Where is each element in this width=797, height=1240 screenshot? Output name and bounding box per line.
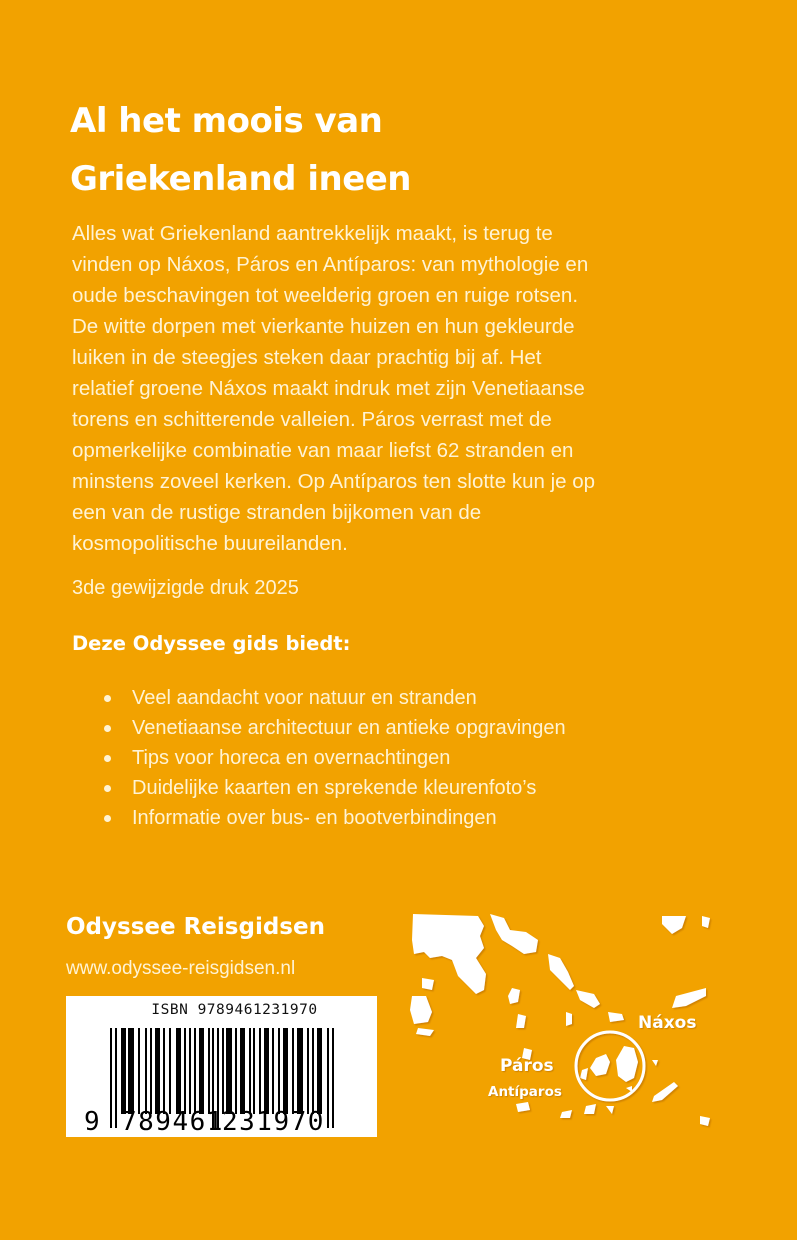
publisher-name: Odyssee Reisgidsen (66, 914, 325, 940)
map-label-paros: Páros (500, 1056, 554, 1076)
feature-label: Venetiaanse architectuur en antieke opgravingen (132, 717, 566, 739)
feature-item (100, 773, 566, 803)
description-line: vinden op Náxos, Páros en Antíparos: van mythologie en (72, 253, 589, 276)
barcode-right-digits: 231970 (222, 1107, 325, 1137)
isbn-label: ISBN 9789461231970 (151, 1002, 318, 1018)
publisher-website-link[interactable]: www.odyssee-reisgidsen.nl (66, 958, 296, 979)
bullet-icon (104, 815, 111, 822)
description-line: opmerkelijke combinatie van maar liefst 62 stranden en (72, 439, 574, 462)
description-line: De witte dorpen met vierkante huizen en hun gekleurde (72, 315, 575, 338)
title-line-2: Griekenland ineen (70, 159, 412, 199)
isbn-barcode (66, 996, 377, 1137)
barcode-left-digits: 789461 (121, 1107, 224, 1137)
description-line: Alles wat Griekenland aantrekkelijk maakt, is terug te (72, 222, 553, 245)
feature-item (100, 683, 566, 713)
title-line-1: Al het moois van (70, 101, 383, 141)
description-line: een van de rustige stranden bijkomen van de (72, 501, 482, 524)
bullet-icon (104, 695, 111, 702)
feature-label: Duidelijke kaarten en sprekende kleurenfoto’s (132, 777, 537, 799)
barcode-first-digit: 9 (84, 1107, 100, 1137)
description-line: kosmopolitische buureilanden. (72, 532, 348, 555)
page-title (70, 92, 411, 208)
description-line: oude beschavingen tot weelderig groen en ruige rotsen. (72, 284, 579, 307)
map-label-antiparos: Antíparos (488, 1084, 562, 1100)
feature-item (100, 713, 566, 743)
bullet-icon (104, 755, 111, 762)
description-line: torens en schitterende valleien. Páros verrast met de (72, 408, 552, 431)
description-line: minstens zoveel kerken. Op Antíparos ten slotte kun je op (72, 470, 596, 493)
features-list (100, 683, 566, 833)
edition-note: 3de gewijzigde druk 2025 (72, 577, 299, 599)
description-line: relatief groene Náxos maakt indruk met zijn Venetiaanse (72, 377, 585, 400)
offers-heading: Deze Odyssee gids biedt: (72, 632, 351, 655)
description-line: luiken in de steegjes steken daar prachtig bij af. Het (72, 346, 542, 369)
bullet-icon (104, 785, 111, 792)
bullet-icon (104, 725, 111, 732)
feature-label: Informatie over bus- en bootverbindingen (132, 807, 497, 829)
feature-label: Tips voor horeca en overnachtingen (132, 747, 451, 769)
feature-item (100, 803, 566, 833)
feature-label: Veel aandacht voor natuur en stranden (132, 687, 477, 709)
map-label-naxos: Náxos (638, 1013, 697, 1033)
cyclades-map-icon (400, 900, 760, 1140)
barcode-icon (66, 996, 377, 1137)
feature-item (100, 743, 566, 773)
description-paragraph (72, 218, 732, 559)
